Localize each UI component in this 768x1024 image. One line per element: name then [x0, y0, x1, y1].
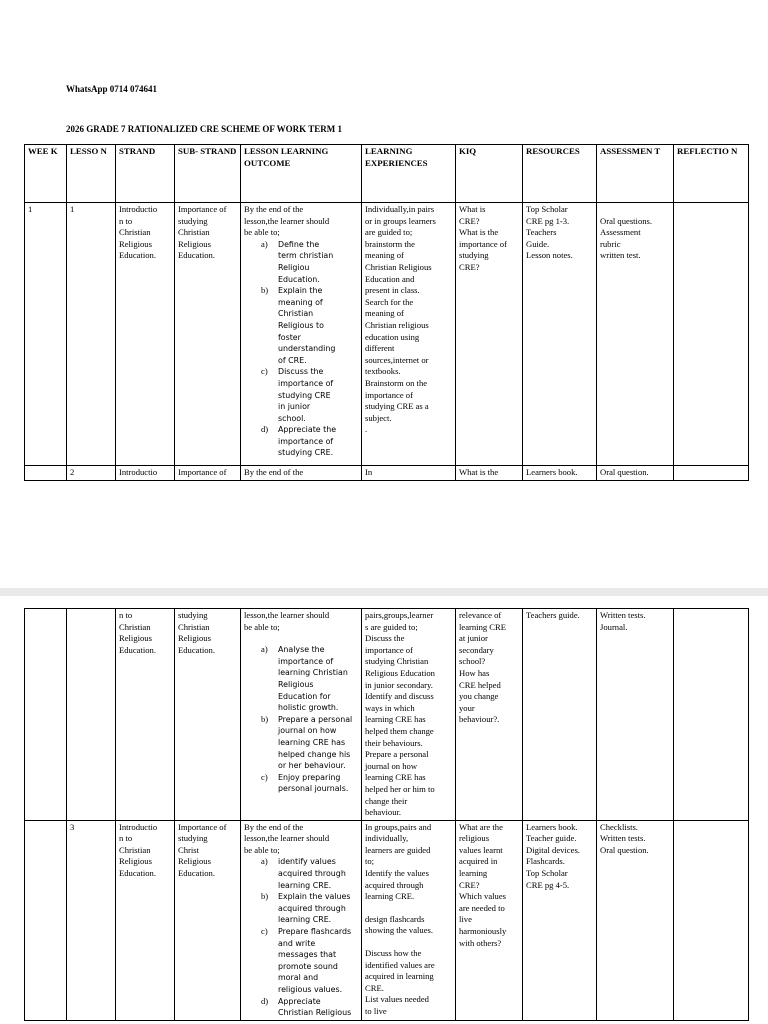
cell-line: learners are guided	[365, 844, 431, 855]
cell-line: studying	[178, 215, 208, 226]
cell-line: Religious	[178, 633, 211, 644]
cell-line: studying	[178, 610, 208, 620]
outcome-line: and write	[278, 938, 316, 948]
reflection-cell	[674, 820, 749, 1020]
outcome-line: importance of	[278, 656, 334, 666]
cell-line: secondary	[459, 644, 494, 655]
cell-line: acquired through	[365, 879, 424, 890]
resources-cell: Learners book.	[523, 466, 597, 481]
cell-line: learning CRE has	[365, 772, 426, 783]
cell-line: live	[459, 914, 472, 925]
cell-line: be able to;	[244, 227, 280, 238]
cell-line: Religious	[119, 856, 152, 867]
table-row	[25, 466, 749, 481]
outcome-line: learning CRE has	[278, 737, 346, 747]
cell-line: learning CRE	[459, 621, 507, 632]
outcome-marker: d)	[261, 995, 269, 1006]
cell-line	[600, 204, 670, 216]
cell-line: or in groups learners	[365, 215, 436, 226]
cell-line: CRE?	[459, 215, 480, 226]
outcome-line: of CRE.	[278, 355, 307, 365]
cell-line: Discuss the	[365, 633, 405, 644]
outcome-line: moral and	[278, 973, 319, 983]
outcome-line: Education.	[278, 274, 320, 284]
week-cell	[25, 466, 67, 481]
outcome-intro	[244, 204, 358, 239]
outcome-line: learning CRE.	[278, 880, 332, 890]
cell-line: Written tests.	[600, 833, 646, 844]
cell-line: CRE helped	[459, 679, 501, 690]
outcome-list	[244, 239, 358, 459]
cell-line: different	[365, 343, 395, 354]
lesson-cell: 3	[67, 820, 116, 1020]
cell-line: Top Scholar	[526, 204, 568, 214]
cell-line: By the end of the	[244, 204, 304, 214]
resources-cell	[523, 820, 597, 1020]
experiences-cell	[362, 820, 456, 1020]
cell-line: What are the	[459, 821, 503, 832]
outcome-item	[261, 926, 358, 996]
cell-line: Written tests.	[600, 610, 646, 620]
cell-line: List values needed	[365, 994, 429, 1005]
cell-line: CRE pg 1-3.	[526, 215, 570, 226]
cell-line: in junior secondary.	[365, 679, 433, 690]
table-row	[25, 820, 749, 1020]
lesson-cell: 1	[67, 203, 116, 466]
header-outcome: LESSON LEARNING OUTCOME	[241, 145, 362, 203]
header-experiences: LEARNING EXPERIENCES	[362, 145, 456, 203]
outcome-item	[261, 856, 358, 891]
outcome-line: religious values.	[278, 985, 343, 994]
cell-line: pairs,groups,learner	[365, 610, 434, 620]
header-substrand: SUB- STRAND	[175, 145, 241, 203]
outcome-list	[244, 644, 358, 795]
assessment-cell	[597, 609, 674, 821]
header-strand: STRAND	[116, 145, 175, 203]
experiences-cell	[362, 203, 456, 466]
reflection-cell	[674, 203, 749, 466]
cell-line: importance of	[365, 644, 413, 655]
cell-line: studying	[459, 250, 489, 261]
cell-line: education using	[365, 331, 420, 342]
header-row	[25, 145, 749, 203]
cell-line: helped them change	[365, 725, 434, 736]
outcome-item	[261, 424, 358, 459]
outcome-cell	[241, 203, 362, 466]
outcome-line: holistic growth.	[278, 703, 339, 713]
outcome-marker: d)	[261, 424, 269, 435]
cell-line: written test.	[600, 250, 641, 261]
cell-line: Oral questions.	[600, 215, 653, 226]
outcome-cell	[241, 820, 362, 1020]
outcome-line: importance of	[278, 378, 334, 388]
header-week: WEE K	[25, 145, 67, 203]
cell-line: s are guided to;	[365, 621, 418, 632]
outcome-line: Analyse the	[278, 645, 325, 655]
outcome-line: acquired through	[278, 903, 346, 913]
cell-line: CRE?	[459, 261, 480, 272]
cell-line: Importance of	[178, 821, 227, 832]
cell-line: n to	[119, 215, 133, 226]
cell-line: Christian	[119, 227, 151, 238]
outcome-cell: By the end of the	[241, 466, 362, 481]
cell-line: Education.	[178, 644, 215, 655]
resources-cell	[523, 609, 597, 821]
outcome-marker: a)	[261, 644, 268, 655]
outcome-line: Prepare flashcards	[278, 927, 352, 937]
substrand-cell	[175, 203, 241, 466]
document-title: 2026 GRADE 7 RATIONALIZED CRE SCHEME OF WORK TERM 1	[66, 124, 342, 134]
strand-cell	[116, 203, 175, 466]
cell-line: to live	[365, 1006, 387, 1016]
kiq-cell: What is the	[456, 466, 523, 481]
lesson-cell	[67, 609, 116, 821]
cell-line: Identify and discuss	[365, 691, 434, 702]
cell-line: showing the values.	[365, 925, 434, 936]
contact-line: WhatsApp 0714 074641	[66, 84, 158, 94]
outcome-line: Discuss the	[278, 367, 324, 377]
experiences-part-3	[365, 948, 452, 1018]
week-cell: 1	[25, 203, 67, 466]
cell-line: school?	[459, 656, 486, 667]
outcome-marker: a)	[261, 856, 268, 867]
document-page-2	[0, 596, 768, 1024]
outcome-line: Appreciate	[278, 996, 321, 1006]
cell-line: CRE?	[459, 879, 480, 890]
cell-line: be able to;	[244, 844, 280, 855]
outcome-line: studying CRE.	[278, 448, 334, 458]
outcome-intro	[244, 822, 358, 857]
cell-line: ways in which	[365, 702, 415, 713]
outcome-line: promote sound	[278, 961, 338, 971]
outcome-line: or her behaviour.	[278, 761, 346, 771]
header-assessment: ASSESSMEN T	[597, 145, 674, 203]
outcome-line: identify values	[278, 857, 336, 867]
outcome-list	[244, 856, 358, 1018]
cell-line: relevance of	[459, 610, 502, 620]
experiences-cell: In	[362, 466, 456, 481]
outcome-marker: c)	[261, 771, 268, 782]
cell-line: Journal.	[600, 621, 628, 632]
cell-line: to;	[365, 856, 375, 867]
outcome-line: importance of	[278, 436, 334, 446]
cell-line: What is	[459, 204, 486, 214]
cell-line: at junior	[459, 633, 488, 644]
cell-line: Education.	[178, 250, 215, 261]
assessment-cell: Oral question.	[597, 466, 674, 481]
experiences-part-1	[365, 822, 452, 903]
week-cell	[25, 609, 67, 821]
outcome-line: helped change his	[278, 749, 351, 759]
cell-line: behaviour.	[365, 807, 402, 818]
outcome-line: learning Christian	[278, 668, 348, 678]
outcome-line: Explain the	[278, 286, 323, 296]
outcome-line: journal on how	[278, 726, 337, 736]
outcome-line: meaning of	[278, 297, 323, 307]
cell-line: Checklists.	[600, 821, 638, 832]
week-cell	[25, 820, 67, 1020]
cell-line: Christian Religious	[365, 261, 432, 272]
cell-line: studying	[178, 833, 208, 844]
cell-line: Search for the	[365, 296, 414, 307]
experiences-cell	[362, 609, 456, 821]
outcome-line: foster	[278, 332, 301, 342]
cell-line: acquired in learning	[365, 971, 434, 982]
outcome-line: Define the	[278, 239, 320, 249]
cell-line: with others?	[459, 937, 502, 948]
cell-line: Guide.	[526, 238, 550, 249]
kiq-cell	[456, 203, 523, 466]
cell-line: Oral question.	[600, 844, 649, 855]
kiq-cell	[456, 609, 523, 821]
cell-line: By the end of the	[244, 821, 304, 832]
cell-line: importance of	[365, 389, 413, 400]
outcome-item	[261, 285, 358, 366]
outcome-item	[261, 644, 358, 714]
scheme-table-page-1	[24, 144, 749, 481]
outcome-line: Enjoy preparing	[278, 772, 341, 782]
cell-line: helped her or him to	[365, 783, 435, 794]
outcome-line: acquired through	[278, 869, 346, 879]
cell-line: journal on how	[365, 760, 418, 771]
outcome-line: Religious	[278, 679, 314, 689]
cell-line: religious	[459, 833, 490, 844]
cell-line: Discuss how the	[365, 948, 422, 959]
outcome-item	[261, 891, 358, 926]
cell-line: Individually,in pairs	[365, 204, 435, 214]
outcome-line: Religiou	[278, 262, 310, 272]
cell-line: Introductio	[119, 821, 158, 832]
cell-line: Religious	[119, 633, 152, 644]
outcome-line: term christian	[278, 251, 334, 261]
outcome-line: understanding	[278, 344, 336, 354]
cell-line: Education and	[365, 273, 415, 284]
outcome-line: school.	[278, 413, 306, 423]
cell-line: individually,	[365, 833, 409, 844]
cell-line: identified values are	[365, 959, 435, 970]
strand-cell: Introductio	[116, 466, 175, 481]
outcome-marker: c)	[261, 366, 268, 377]
kiq-cell	[456, 820, 523, 1020]
cell-line: present in class.	[365, 285, 420, 296]
cell-line: In groups,pairs and	[365, 821, 432, 832]
outcome-line: in junior	[278, 402, 311, 412]
reflection-cell	[674, 609, 749, 821]
cell-line: Religious Education	[365, 667, 435, 678]
cell-line: CRE.	[365, 982, 384, 993]
cell-line: acquired in	[459, 856, 498, 867]
cell-line: values learnt	[459, 844, 503, 855]
cell-line: Religious	[119, 238, 152, 249]
cell-line: subject.	[365, 412, 392, 423]
cell-line: .	[365, 424, 368, 435]
assessment-cell	[597, 820, 674, 1020]
resources-cell	[523, 203, 597, 466]
strand-cell	[116, 609, 175, 821]
header-resources: RESOURCES	[523, 145, 597, 203]
cell-line: n to	[119, 610, 133, 620]
cell-line: your	[459, 702, 475, 713]
cell-line: Christian	[119, 844, 151, 855]
cell-line: How has	[459, 667, 490, 678]
lesson-cell: 2	[67, 466, 116, 481]
cell-line: Religious	[178, 856, 211, 867]
cell-line: Which values	[459, 891, 507, 902]
outcome-item	[261, 366, 358, 424]
cell-line: learning	[459, 868, 488, 879]
cell-line: Top Scholar	[526, 868, 568, 879]
outcome-line: Explain the values	[278, 892, 351, 902]
outcome-intro	[244, 610, 358, 633]
cell-line: rubric	[600, 238, 621, 249]
outcome-marker: a)	[261, 238, 268, 249]
cell-line: Importance of	[178, 204, 227, 214]
table-row	[25, 203, 749, 466]
scheme-table-page-2	[24, 608, 749, 1021]
cell-line: Introductio	[119, 204, 158, 214]
outcome-line: studying CRE	[278, 390, 331, 400]
outcome-line: Education for	[278, 691, 331, 701]
outcome-item	[261, 771, 358, 795]
cell-line: Religious	[178, 238, 211, 249]
cell-line: Christian	[119, 621, 151, 632]
outcome-item	[261, 995, 358, 1019]
outcome-cell	[241, 609, 362, 821]
cell-line: change their	[365, 795, 408, 806]
cell-line: meaning of	[365, 308, 404, 319]
substrand-cell: Importance of	[175, 466, 241, 481]
substrand-cell	[175, 820, 241, 1020]
outcome-marker: b)	[261, 891, 269, 902]
strand-cell	[116, 820, 175, 1020]
cell-line: studying Christian	[365, 656, 429, 667]
cell-line: Learners book.	[526, 821, 578, 832]
cell-line: are guided to;	[365, 227, 413, 238]
outcome-line: learning CRE.	[278, 915, 332, 925]
cell-line: importance of	[459, 238, 507, 249]
cell-line: lesson,the learner should	[244, 610, 330, 620]
cell-line: Assessment	[600, 227, 641, 238]
cell-line: behaviour?.	[459, 714, 500, 725]
cell-line: Digital devices.	[526, 844, 580, 855]
cell-line: Education.	[119, 644, 156, 655]
cell-line: Teacher guide.	[526, 833, 577, 844]
cell-line: Education.	[119, 250, 156, 261]
cell-line: lesson,the learner should	[244, 833, 330, 844]
cell-line: What is the	[459, 227, 499, 238]
header-lesson: LESSO N	[67, 145, 116, 203]
outcome-marker: c)	[261, 926, 268, 937]
reflection-cell	[674, 466, 749, 481]
header-kiq: KIQ	[456, 145, 523, 203]
cell-line: Brainstorm on the	[365, 377, 428, 388]
outcome-line: Prepare a personal	[278, 714, 353, 724]
cell-line: Teachers	[526, 227, 557, 238]
cell-line: you change	[459, 691, 499, 702]
outcome-line: Christian Religious	[278, 1008, 352, 1018]
cell-line: Education.	[178, 868, 215, 879]
header-reflection: REFLECTIO N	[674, 145, 749, 203]
cell-line: studying CRE as a	[365, 401, 429, 412]
assessment-cell	[597, 203, 674, 466]
cell-line: Christ	[178, 844, 200, 855]
outcome-item	[261, 238, 358, 285]
cell-line: lesson,the learner should	[244, 215, 330, 226]
cell-line: harmoniously	[459, 926, 507, 937]
cell-line: design flashcards	[365, 913, 425, 924]
experiences-part-2	[365, 914, 452, 937]
table-row	[25, 609, 749, 821]
cell-line: learning CRE.	[365, 891, 415, 902]
cell-line: n to	[119, 833, 133, 844]
outcome-line: Religious to	[278, 320, 324, 330]
cell-line: Prepare a personal	[365, 749, 429, 760]
cell-line: Teachers guide.	[526, 610, 580, 620]
cell-line: brainstorm the	[365, 238, 415, 249]
cell-line: Lesson notes.	[526, 250, 573, 261]
cell-line: be able to;	[244, 621, 280, 632]
cell-line: Flashcards.	[526, 856, 565, 867]
cell-line: Christian	[178, 227, 210, 238]
cell-line: sources,internet or	[365, 354, 429, 365]
cell-line: Education.	[119, 868, 156, 879]
outcome-line: messages that	[278, 950, 337, 960]
outcome-line: personal journals.	[278, 784, 349, 794]
cell-line: Christian religious	[365, 319, 429, 330]
outcome-marker: b)	[261, 713, 269, 724]
cell-line: their behaviours.	[365, 737, 423, 748]
cell-line: CRE pg 4-5.	[526, 879, 570, 890]
outcome-item	[261, 713, 358, 772]
cell-line: Christian	[178, 621, 210, 632]
substrand-cell	[175, 609, 241, 821]
cell-line: meaning of	[365, 250, 404, 261]
cell-line: learning CRE has	[365, 714, 426, 725]
cell-line: textbooks.	[365, 366, 401, 377]
outcome-marker: b)	[261, 285, 269, 296]
outcome-line: Appreciate the	[278, 425, 337, 435]
cell-line: are needed to	[459, 902, 505, 913]
cell-line: Identify the values	[365, 868, 429, 879]
outcome-line: Christian	[278, 309, 314, 319]
